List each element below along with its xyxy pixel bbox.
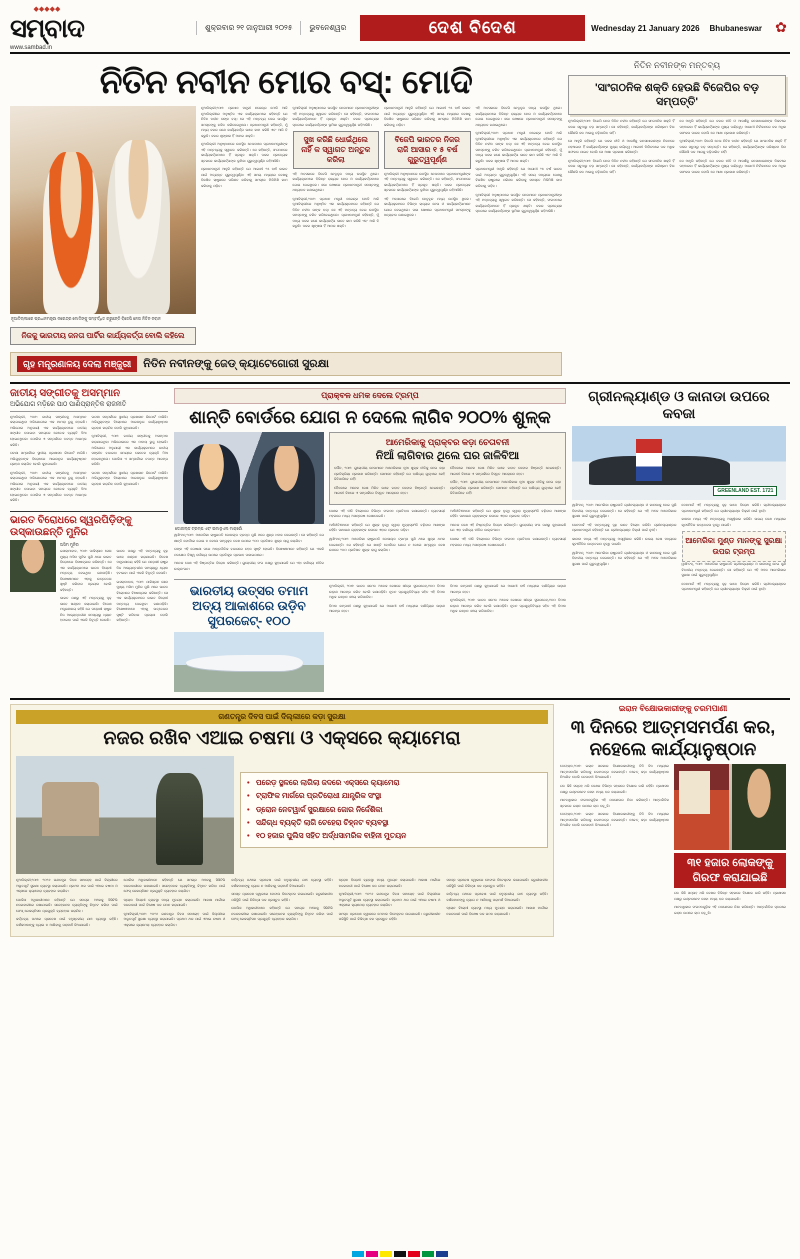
- trump-col1-p3: ଅନେକ ଦେଶ ଏହି ନିଷ୍ପତ୍ତିର ବିରୋଧ କରିଛନ୍ତି। ୟୁରୋପୀୟ ସଂଘ ପକ୍ଷରୁ କୁହାଯାଇଛି ଯେ ଏହା ବାଣିଜ୍ୟ ନୀତିର ଉଲ୍ଲଂଘନ।: [174, 561, 324, 571]
- side-col1-p1: ନୂଆଦିଲ୍ଲୀ,୨୦ା୧: ବିଜେପି ନେତା ନିତିନ ନବୀନ କହିଛନ୍ତି ଯେ ସାଂଗଠନିକ ଶକ୍ତି ହିଁ ଦଳର ସବୁଠାରୁ ବଡ଼ ସମ୍ପତ୍ତି। ସେ କହିଛନ୍ତି, କାର୍ଯ୍ୟକର୍ତ୍ତାଙ୍କ ପରିଶ୍ରମ ବିନା କୌଣସି ଦଳ ଆଗକୁ ବଢ଼ିପାରିବ ନାହିଁ।: [568, 119, 675, 135]
- logo-text: ସମ୍ବାଦ: [10, 12, 84, 43]
- trump-col2-p1: ଦେଶର ଏହି ନୀତି ବିରୋଧରେ ବିଭିନ୍ନ ସଂଗଠନ ପ୍ରତିବାଦ ଜଣାଇଛନ୍ତି। ବ୍ୟବସାୟୀ ମହଲରେ ମଧ୍ୟ ଅସନ୍ତୋଷ ଦେଖାଦେଇଛି।: [329, 508, 445, 519]
- side-kicker: ନିତିନ ନବୀନଙ୍କ ମନ୍ତବ୍ୟ: [633, 60, 721, 70]
- trump-body: [174, 432, 566, 576]
- trump-inset-col1: [334, 466, 445, 500]
- republic-col4-p2: ନୂଆଦିଲ୍ଲୀ,୨୦ା୧: ୨୦୨୬ ଗଣତନ୍ତ୍ର ଦିବସ ସମାରୋହ ପାଇଁ ଦିଲ୍ଲୀରେ ଅଭୂତପୂର୍ବ ସୁରକ୍ଷା ବ୍ୟବସ୍ଥା କରାଯାଇଛି। ପ୍ରଥମ ଥର ପାଇଁ ଏଆଇ ଚଷମା ଓ ଏକ୍ସରେ କ୍ୟାମେରା ବ୍ୟବହାର କରାଯିବ।: [338, 892, 441, 908]
- anthem-col1-p2: ଘଟଣା ସମ୍ପର୍କରେ ସ୍ଥାନୀୟ ପ୍ରଶାସନ ରିପୋର୍ଟ ମାଗିଛି। ଅଭିଯୁକ୍ତଙ୍କ ବିରୋଧରେ ଆଇନାନୁଗ କାର୍ଯ୍ୟାନୁଷ୍ଠାନ ଗ୍ରହଣ କରାଯିବ ବୋଲି କୁହାଯାଇଛି।: [10, 451, 87, 467]
- munir-photo-caption: ଅସିମ ମୁନିର: [60, 541, 79, 547]
- trump-col3-p3: ଦେଶର ଏହି ନୀତି ବିରୋଧରେ ବିଭିନ୍ନ ସଂଗଠନ ପ୍ରତିବାଦ ଜଣାଇଛନ୍ତି। ବ୍ୟବସାୟୀ ମହଲରେ ମଧ୍ୟ ଅସନ୍ତୋଷ ଦେଖାଦେଇଛି।: [450, 537, 566, 547]
- republic-day-security-story: [10, 704, 554, 937]
- lead-inset-1: [10, 327, 196, 345]
- lead-column-2: [293, 106, 380, 347]
- list-item: • ୧୦ ହଜାର ପୁଲିସ ସହିତ ଅର୍ଦ୍ଧସାମରିକ ବାହିନୀ ମୁତୟନ: [247, 830, 541, 841]
- trump-inset-headline: ନିଆଁ ଲାଗିବାର ଥିଲେ ଘର ଜାଳିବିଆ: [375, 449, 520, 462]
- munir-col-2: [117, 549, 169, 627]
- officer-portrait-photo: [10, 540, 56, 592]
- cmyk-registration-marks: [352, 1251, 448, 1257]
- lead-column-4: [476, 106, 563, 347]
- trump-inset-col2-p2: ବର୍ଲିନ, ୨୦ା୧: ୟୁରୋପୀୟ ନେତାମାନେ ଆମେରିକାର ନୂଆ ଶୁଳ୍କ ନୀତିକୁ ନେଇ କଡ଼ା ପ୍ରତିକ୍ରିୟା ପ୍ରକାଶ କରିଛନ୍ତି। ସେମାନେ କହିଛନ୍ତି ଯେ ବାଣିଜ୍ୟ ଯୁଦ୍ଧରେ କେହି ଜିତିପାରିବେ ନାହିଁ।: [450, 480, 561, 496]
- iran-col1-p3: ମାନବାଧିକାର ସଂଗଠନଗୁଡ଼ିକ ଏହି ପଦକ୍ଷେପର ନିନ୍ଦା କରିଛନ୍ତି। ଆନ୍ତର୍ଜାତିକ ସ୍ତରରେ ଇରାନ ଉପରେ ଚାପ ବଢ଼ୁଛି।: [560, 798, 669, 808]
- republic-col1-p1: ନୂଆଦିଲ୍ଲୀ,୨୦ା୧: ୨୦୨୬ ଗଣତନ୍ତ୍ର ଦିବସ ସମାରୋହ ପାଇଁ ଦିଲ୍ଲୀରେ ଅଭୂତପୂର୍ବ ସୁରକ୍ଷା ବ୍ୟବସ୍ଥା କରାଯାଇଛି। ପ୍ରଥମ ଥର ପାଇଁ ଏଆଇ ଚଷମା ଓ ଏକ୍ସରେ କ୍ୟାମେରା ବ୍ୟବହାର କରାଯିବ।: [16, 878, 118, 894]
- anthem-col2-p3: ଘଟଣା ସମ୍ପର୍କରେ ସ୍ଥାନୀୟ ପ୍ରଶାସନ ରିପୋର୍ଟ ମାଗିଛି। ଅଭିଯୁକ୍ତଙ୍କ ବିରୋଧରେ ଆଇନାନୁଗ କାର୍ଯ୍ୟାନୁଷ୍ଠାନ ଗ୍ରହଣ କରାଯିବ ବୋଲି କୁହାଯାଇଛି।: [91, 470, 168, 486]
- lead-photo-caption: ନୂଆଦିଲ୍ଲୀରେ ପ୍ରଧାନମନ୍ତ୍ରୀ ନରେନ୍ଦ୍ର ମୋଦିଙ୍କୁ ସମ୍ବର୍ଦ୍ଧିତ କରୁଛନ୍ତି ବିଜେପି ନେତା ନିତିନ ନବୀନ: [11, 316, 161, 322]
- greenland-col2-p1: ଡେନମାର୍କ ଏହି ମନ୍ତବ୍ୟକୁ ଦୃଢ଼ ଭାବେ ବିରୋଧ କରିଛି। ଗ୍ରୀନଲ୍ୟାଣ୍ଡର ପ୍ରଧାନମନ୍ତ୍ରୀ କହିଛନ୍ତି ଯେ ଗ୍ରୀନଲ୍ୟାଣ୍ଡ ବିକ୍ରୀ ପାଇଁ ନୁହେଁ।: [681, 503, 786, 513]
- lead-col1-p1: ନୂଆଦିଲ୍ଲୀ,୨୦ା୧: ପ୍ରଧାନ ମନ୍ତ୍ରୀ ନରେନ୍ଦ୍ର ମୋଦି ଆଜି ନୂଆଦିଲ୍ଲୀରେ ଅନୁଷ୍ଠିତ ଏକ କାର୍ଯ୍ୟକ୍ରମରେ କହିଛନ୍ତି ଯେ ନିତିନ ନବୀନ ତାଙ୍କ ବସ୍। ସେ ଏହି ମନ୍ତବ୍ୟ ଦେଇ ଉପସ୍ଥିତ ସମସ୍ତଙ୍କୁ ଚକିତ କରିଦେଇଥିଲେ। ପ୍ରଧାନମନ୍ତ୍ରୀ କହିଛନ୍ତି, ମୁଁ ମଧ୍ୟ ଦଳର ଜଣେ କାର୍ଯ୍ୟକର୍ତ୍ତା ଭାବେ କାମ କରିଛି ଏବଂ ଆଜି ବି କରୁଛି। ଦଳର ଶୃଙ୍ଖଳା ହିଁ ଆମର ଶକ୍ତି।: [201, 106, 288, 138]
- iran-col-2: [674, 891, 786, 916]
- logo-subtext: www.sambad.in: [10, 44, 53, 51]
- munir-col2-p1: ଭାରତ ପକ୍ଷରୁ ଏହି ମନ୍ତବ୍ୟକୁ ଦୃଢ଼ ଭାବେ ଖଣ୍ଡନ କରାଯାଇଛି। ବିଦେଶ ମନ୍ତ୍ରଣାଳୟ କହିଛି ଯେ ପଡ଼ୋଶୀ ରାଷ୍ଟ୍ର ନିଜ ଆଭ୍ୟନ୍ତରୀଣ ସମସ୍ୟାରୁ ଧ୍ୟାନ ହଟାଇବା ପାଇଁ ଏଭଳି ବିବୃତ୍ତି ଦେଉଛି।: [116, 549, 168, 576]
- anthem-col-2: [92, 415, 169, 507]
- trump-kicker: ପ୍ରାକ୍ବଳ ଧମକ ଦେଲେ ଟ୍ରମ୍ପ: [174, 388, 566, 404]
- greenland-col2-p2: କାନାଡା ମଧ୍ୟ ଏହି ମନ୍ତବ୍ୟକୁ ଅସ୍ୱୀକାର କରିଛି। ଉଭୟ ଦେଶ ମଧ୍ୟରେ କୂଟନୈତିକ ଉତ୍ତେଜନା ବୃଦ୍ଧି ପାଇଛି।: [681, 517, 786, 527]
- iran-protest-photo: [674, 764, 786, 850]
- masthead-city-odia: ଭୁବନେଶ୍ୱର: [309, 23, 347, 32]
- lead-subbar: [10, 352, 562, 377]
- republic-col2-p1: ପୋଲିସ ଅଧିକାରୀମାନେ କହିଛନ୍ତି ଯେ ସମଗ୍ର ଅଞ୍ଚଳକୁ ସିସିଟିଭି ନଜରଦାରୀରେ ରଖାଯାଇଛି। ସନ୍ଦେହଜନକ ବ୍ୟକ୍ତିଙ୍କୁ ଚିହ୍ନଟ କରିବା ପାଇଁ ଫେସ୍ ରେକଗ୍ନିସନ ପ୍ରଯୁକ୍ତି ବ୍ୟବହାର କରାଯିବ।: [123, 878, 226, 894]
- republic-col5-p1: ସମସ୍ତ ପ୍ରବେଶ ଦ୍ୱାରରେ ମେଟାଲ ଡିଟେକ୍ଟର ଲଗାଯାଇଛି। ଜରୁରୀକାଳୀନ ପରିସ୍ଥିତି ପାଇଁ ଚିକିତ୍ସା ଦଳ ପ୍ରସ୍ତୁତ ରହିଛି।: [446, 878, 548, 888]
- trump-photo-caption: ଡୋନାଲ୍ଡ ଟ୍ରମ୍ପ ଏବଂ ଇମାନୁଏଲ ମାକ୍ରୋଁ: [175, 525, 243, 531]
- lead-col2-p2: ଏହି ଅବସରରେ ବିଜେପି ନେତୃବୃନ୍ଦ ମଧ୍ୟ ଉପସ୍ଥିତ ଥିଲେ। କାର୍ଯ୍ୟକ୍ରମରେ ବିଭିନ୍ନ ରାଜ୍ୟର ନେତା ଓ କାର୍ଯ୍ୟକର୍ତ୍ତାମାନେ ଯୋଗ ଦେଇଥିଲେ। ସଭା ଶେଷରେ ପ୍ରଧାନମନ୍ତ୍ରୀ ସମସ୍ତଙ୍କୁ ଧନ୍ୟବାଦ ଜଣାଇଥିଲେ।: [292, 171, 379, 193]
- lead-col3-p3: ଏହି ଅବସରରେ ବିଜେପି ନେତୃବୃନ୍ଦ ମଧ୍ୟ ଉପସ୍ଥିତ ଥିଲେ। କାର୍ଯ୍ୟକ୍ରମରେ ବିଭିନ୍ନ ରାଜ୍ୟର ନେତା ଓ କାର୍ଯ୍ୟକର୍ତ୍ତାମାନେ ଯୋଗ ଦେଇଥିଲେ। ସଭା ଶେଷରେ ପ୍ରଧାନମନ୍ତ୍ରୀ ସମସ୍ତଙ୍କୁ ଧନ୍ୟବାଦ ଜଣାଇଥିଲେ।: [384, 196, 471, 218]
- trump-inset-kicker: ଆମେରିକାକୁ ପ୍ରାକ୍ବର କଡ଼ା ଚେତାବନୀ: [385, 436, 510, 447]
- greenland-col1-p2: ଡେନମାର୍କ ଏହି ମନ୍ତବ୍ୟକୁ ଦୃଢ଼ ଭାବେ ବିରୋଧ କରିଛି। ଗ୍ରୀନଲ୍ୟାଣ୍ଡର ପ୍ରଧାନମନ୍ତ୍ରୀ କହିଛନ୍ତି ଯେ ଗ୍ରୀନଲ୍ୟାଣ୍ଡ ବିକ୍ରୀ ପାଇଁ ନୁହେଁ।: [572, 522, 677, 533]
- trump-box-block: [329, 432, 566, 576]
- side-col2-p3: ସେ ଆହୁରି କହିଛନ୍ତି ଯେ ଦଳର ନୀତି ଓ ଆଦର୍ଶକୁ ଜନସାଧାରଣଙ୍କ ନିକଟରେ ପହଞ୍ଚାଇବା ହିଁ କାର୍ଯ୍ୟକର୍ତ୍ତାଙ୍କ ମୁଖ୍ୟ ଦାୟିତ୍ୱ। ଆଗାମୀ ନିର୍ବାଚନରେ ଦଳ ଅଧିକ ସଫଳତା ପାଇବ ବୋଲି ସେ ଆଶା ପ୍ରକାଶ କରିଛନ୍ତି।: [679, 158, 786, 174]
- iran-col1-p1: ତେହେରାନ,୨୦ା୧: ଇରାନ ସରକାର ବିକ୍ଷୋଭକାରୀଙ୍କୁ ତିନି ଦିନ ମଧ୍ୟରେ ଆତ୍ମସମର୍ପଣ କରିବାକୁ ଚରମପତ୍ର ଦେଇଛନ୍ତି। ନଚେତ୍ କଡ଼ା କାର୍ଯ୍ୟାନୁଷ୍ଠାନ ନିଆଯିବ ବୋଲି ଚେତାବନୀ ଦିଆଯାଇଛି।: [560, 764, 669, 780]
- republic-col2-p3: ନୂଆଦିଲ୍ଲୀ,୨୦ା୧: ୨୦୨୬ ଗଣତନ୍ତ୍ର ଦିବସ ସମାରୋହ ପାଇଁ ଦିଲ୍ଲୀରେ ଅଭୂତପୂର୍ବ ସୁରକ୍ଷା ବ୍ୟବସ୍ଥା କରାଯାଇଛି। ପ୍ରଥମ ଥର ପାଇଁ ଏଆଇ ଚଷମା ଓ ଏକ୍ସରେ କ୍ୟାମେରା ବ୍ୟବହାର କରାଯିବ।: [123, 911, 226, 927]
- lead-subbar-headline: ନିତିନ ନବୀନଙ୍କୁ ଜେଡ୍ କ୍ୟାଟେଗୋରୀ ସୁରକ୍ଷା: [143, 357, 329, 370]
- trump-inset-box: [329, 432, 566, 505]
- trump-col2-p2: ଅର୍ଥନୀତିଜ୍ଞମାନେ କହିଛନ୍ତି ଯେ ଶୁଳ୍କ ବୃଦ୍ଧି ଦ୍ୱାରା ମୁଦ୍ରାସ୍ଫୀତି ବଢ଼ିବାର ଆଶଙ୍କା ରହିଛି। ସାଧାରଣ ଗ୍ରାହକଙ୍କ ଉପରେ ଏହାର ପ୍ରଭାବ ପଡ଼ିବ।: [329, 522, 445, 533]
- trump-inset-col1-p2: ବୈଠକରେ ଅନେକ ଦେଶ ମିଳିତ ଭାବେ ଜବାବ ଦେବାର ନିଷ୍ପତ୍ତି ନେଇଛନ୍ତି। ଆଗାମୀ ଦିନରେ ଏ ସମ୍ପର୍କରେ ବିସ୍ତୃତ ଆଲୋଚନା ହେବ।: [334, 485, 445, 496]
- anthem-subhead: ଅଭିଯୋଗ ମଡ଼ିରେ ପାଠ ପାଣିପ୍ରାନ୍ତିକ ରାଜନୀତି: [10, 400, 127, 408]
- iran-headline: ୩ ଦିନରେ ଆତ୍ମସମର୍ପଣ କର, ନହେଲେ କାର୍ଯ୍ୟାନୁଷ୍ଠାନ: [570, 717, 776, 759]
- list-item: • ସନ୍ଦିଗ୍ଧ ବ୍ୟକ୍ତି ଲାଗି ଚେହେରା ଚିହ୍ନଟ ବ୍ୟବସ୍ଥା: [247, 817, 541, 828]
- lead-main: [10, 60, 562, 376]
- lead-inset-2: [293, 131, 380, 168]
- section-banner: ଦେଶ ବିଦେଶ: [360, 15, 585, 41]
- trump-inset-col2-p1: ବୈଠକରେ ଅନେକ ଦେଶ ମିଳିତ ଭାବେ ଜବାବ ଦେବାର ନିଷ୍ପତ୍ତି ନେଇଛନ୍ତି। ଆଗାମୀ ଦିନରେ ଏ ସମ୍ପର୍କରେ ବିସ୍ତୃତ ଆଲୋଚନା ହେବ।: [450, 466, 561, 476]
- lead-inset-2-text: ସୁଖ କରିଛି ଧୋଇଁଥିଲେ ନାହିଁଁ କ ସ୍ୱାଗତ ଅନ୍ତୁକ କରିଲା: [301, 135, 371, 164]
- republic-col-2: [124, 878, 226, 931]
- masthead-right: [591, 19, 790, 37]
- superjet-col1-p1: ନୂଆଦିଲ୍ଲୀ, ୨୦ା୧: ଭାରତ ସମେତ ଅନେକ ଦେଶରେ ଶୀଘ୍ର ସୁପରଜେଟ୍-୧୦୦ ବିମାନ ଉଡ଼ାଣ ଆରମ୍ଭ କରିବ ବୋଲି ଜଣାପଡ଼ିଛି। ନୂତନ ପ୍ରଯୁକ୍ତିବିଦ୍ୟା ସହିତ ଏହି ବିମାନ ଅଧିକ ଇନ୍ଧନ ସଞ୍ଚୟ କରିପାରିବ।: [329, 584, 445, 600]
- greenland-col-2: [682, 503, 787, 596]
- lead-col3-p1: ପ୍ରଧାନମନ୍ତ୍ରୀ ଆହୁରି କହିଛନ୍ତି ଯେ ଆଗାମୀ ୨୫ ବର୍ଷ ଭାରତ ପାଇଁ ଅତ୍ୟନ୍ତ ଗୁରୁତ୍ୱପୂର୍ଣ୍ଣ। ଏହି ସମୟ ମଧ୍ୟରେ ଦେଶକୁ ବିକଶିତ ରାଷ୍ଟ୍ରରେ ପରିଣତ କରିବାକୁ ସମସ୍ତେ ମିଳିମିଶି କାମ କରିବାକୁ ପଡ଼ିବ।: [384, 106, 471, 127]
- emblem-icon: ✿: [775, 19, 787, 35]
- iran-right-block: [674, 764, 786, 919]
- greenland-columns: [572, 503, 786, 596]
- munir-col-1: [60, 549, 112, 627]
- republic-headline: ନଜର ରଖିବ ଏଆଇ ଚଷମା ଓ ଏକ୍ସରେ କ୍ୟାମେରା: [103, 728, 461, 750]
- anthem-col2-p1: ଘଟଣା ସମ୍ପର୍କରେ ସ୍ଥାନୀୟ ପ୍ରଶାସନ ରିପୋର୍ଟ ମାଗିଛି। ଅଭିଯୁକ୍ତଙ୍କ ବିରୋଧରେ ଆଇନାନୁଗ କାର୍ଯ୍ୟାନୁଷ୍ଠାନ ଗ୍ରହଣ କରାଯିବ ବୋଲି କୁହାଯାଇଛି।: [91, 414, 168, 430]
- lead-body: [10, 106, 562, 347]
- iran-col-1: [560, 764, 669, 919]
- lead-inset-3: [384, 131, 471, 168]
- side-column-1: [568, 119, 675, 178]
- trump-col3-p2: ଅନେକ ଦେଶ ଏହି ନିଷ୍ପତ୍ତିର ବିରୋଧ କରିଛନ୍ତି। ୟୁରୋପୀୟ ସଂଘ ପକ୍ଷରୁ କୁହାଯାଇଛି ଯେ ଏହା ବାଣିଜ୍ୟ ନୀତିର ଉଲ୍ଲଂଘନ।: [450, 522, 566, 533]
- modi-nitin-photo: [10, 106, 196, 314]
- greenland-badge: GREENLAND EST. 1721: [713, 486, 777, 496]
- masthead-date-odia: ଶୁକ୍ରବାର ୨୧ ଜାନୁଆରୀ ୨୦୨୫: [196, 21, 301, 35]
- lead-inset-3-text: ବିଜେପି ଭାରତର ନିଜର ରାଜି ଆସାର ୧ ୫ ବର୍ଷ ଗୁରୁତ୍ୱପୂର୍ଣ୍ଣ: [394, 135, 460, 164]
- lead-story: [10, 60, 790, 376]
- national-anthem-story: [10, 388, 168, 692]
- greenland-flag-photo: [572, 426, 786, 500]
- republic-col5-p3: ଡ୍ରୋନ ବିରୋଧୀ ବ୍ୟବସ୍ଥା ମଧ୍ୟ ମୁତୟନ କରାଯାଇଛି। ଆକାଶ ମାର୍ଗରେ ନଜରଦାରୀ ପାଇଁ ବିଶେଷ ଦଳ ଗଠନ କରାଯାଇଛି।: [446, 906, 548, 916]
- republic-col3-p3: ପୋଲିସ ଅଧିକାରୀମାନେ କହିଛନ୍ତି ଯେ ସମଗ୍ର ଅଞ୍ଚଳକୁ ସିସିଟିଭି ନଜରଦାରୀରେ ରଖାଯାଇଛି। ସନ୍ଦେହଜନକ ବ୍ୟକ୍ତିଙ୍କୁ ଚିହ୍ନଟ କରିବା ପାଇଁ ଫେସ୍ ରେକଗ୍ନିସନ ପ୍ରଯୁକ୍ତି ବ୍ୟବହାର କରାଯିବ।: [231, 906, 333, 922]
- list-item: • ପରେଡ଼ ସ୍ଥଳରେ ଲାଗିଲା ଜଦରେ ଏକ୍ସରେ କ୍ୟାମେରା: [247, 777, 541, 788]
- list-item: • ଡ୍ରୋନ ନେଟୱାର୍କ ସୁରକ୍ଷାରେ ଜୋର ନିର୍ଦ୍ଦେଶିକା: [247, 804, 541, 815]
- republic-col-4: [339, 878, 441, 931]
- superjet-photo: [174, 632, 324, 692]
- superjet-col-1: [329, 584, 445, 692]
- republic-col5-p2: କର୍ତ୍ତବ୍ୟ ପଥରେ ପ୍ରବେଶ ପାଇଁ ବହୁସ୍ତରୀୟ ଯାଞ୍ଚ ବ୍ୟବସ୍ଥା ରହିଛି। ଦର୍ଶକମାନଙ୍କୁ ବ୍ୟାଗ ନ ଆଣିବାକୁ ପରାମର୍ଶ ଦିଆଯାଇଛି।: [446, 892, 548, 902]
- trump-col-3: [450, 509, 566, 557]
- republic-bullets-block: [240, 756, 548, 874]
- lead-subbar-kicker: ଗୃହ ମନ୍ତ୍ରଣାଳୟ ଦେଲା ମଞ୍ଜୁରୀ: [17, 356, 137, 373]
- trump-col2-p3: ୱାଶିଂଟନ୍,୨୦ା୧: ଆମେରିକା ରାଷ୍ଟ୍ରପତି ଡୋନାଲ୍ଡ ଟ୍ରମ୍ପ ପୁଣି ଥରେ ଶୁଳ୍କ ଧମକ ଦେଇଛନ୍ତି। ସେ କହିଛନ୍ତି ଯେ ଶାନ୍ତି ବୋର୍ଡରେ ଯୋଗ ନ ଦେଲେ ସମ୍ପୃକ୍ତ ଦେଶ ଉପରେ ୨୦୦ ପ୍ରତିଶତ ଶୁଳ୍କ ଲାଗୁ କରାଯିବ।: [329, 537, 445, 553]
- trump-col-1: [174, 533, 324, 572]
- trump-inset-col1-p1: ବର୍ଲିନ, ୨୦ା୧: ୟୁରୋପୀୟ ନେତାମାନେ ଆମେରିକାର ନୂଆ ଶୁଳ୍କ ନୀତିକୁ ନେଇ କଡ଼ା ପ୍ରତିକ୍ରିୟା ପ୍ରକାଶ କରିଛନ୍ତି। ସେମାନେ କହିଛନ୍ତି ଯେ ବାଣିଜ୍ୟ ଯୁଦ୍ଧରେ କେହି ଜିତିପାରିବେ ନାହିଁ।: [334, 466, 445, 482]
- trump-headline: ଶାନ୍ତି ବୋର୍ଡରେ ଯୋଗ ନ ଦେଲେ ଲାଗିବ ୨୦୦% ଶୁଳ୍କ: [189, 407, 551, 428]
- band-two: [10, 382, 790, 692]
- republic-kicker: ଗଣତନ୍ତ୍ର ଦିବସ ପାଇଁ ଦିଲ୍ଲୀରେ କଡ଼ା ସୁରକ୍ଷା: [16, 710, 548, 724]
- anthem-col-1: [10, 415, 87, 507]
- munir-col2-p2: ଇସଲାମାବାଦ, ୨୦ା୧: ପାକିସ୍ତାନ ସେନା ମୁଖ୍ୟ ଅସିମ ମୁନିର ପୁଣି ଥରେ ଭାରତ ବିରୋଧରେ ବିଷୋଦ୍ଗାର କରିଛନ୍ତି। ସେ ଏକ କାର୍ଯ୍ୟକ୍ରମରେ ଭାରତ ବିରୋଧୀ ମନ୍ତବ୍ୟ ଦେଇଥିବା ଜଣାପଡ଼ିଛି। ବିଶେଷଜ୍ଞମାନେ ଏହାକୁ ଉତ୍ତେଜନା ସୃଷ୍ଟି କରିବାର ପ୍ରୟାସ ବୋଲି କହିଛନ୍ତି।: [116, 579, 168, 623]
- iran-red-subhead: ୩୧ ହଜାର ଲୋକଙ୍କୁ ଗିରଫ କରାଯାଇଛି: [674, 853, 786, 888]
- side-col1-p2: ସେ ଆହୁରି କହିଛନ୍ତି ଯେ ଦଳର ନୀତି ଓ ଆଦର୍ଶକୁ ଜନସାଧାରଣଙ୍କ ନିକଟରେ ପହଞ୍ଚାଇବା ହିଁ କାର୍ଯ୍ୟକର୍ତ୍ତାଙ୍କ ମୁଖ୍ୟ ଦାୟିତ୍ୱ। ଆଗାମୀ ନିର୍ବାଚନରେ ଦଳ ଅଧିକ ସଫଳତା ପାଇବ ବୋଲି ସେ ଆଶା ପ୍ରକାଶ କରିଛନ୍ତି।: [568, 139, 675, 155]
- superjet-columns: [329, 584, 566, 692]
- republic-col-1: [16, 878, 118, 931]
- lead-side-story: [568, 60, 786, 376]
- republic-col2-p2: ଡ୍ରୋନ ବିରୋଧୀ ବ୍ୟବସ୍ଥା ମଧ୍ୟ ମୁତୟନ କରାଯାଇଛି। ଆକାଶ ମାର୍ଗରେ ନଜରଦାରୀ ପାଇଁ ବିଶେଷ ଦଳ ଗଠନ କରାଯାଇଛି।: [123, 897, 226, 908]
- republic-col-3: [231, 878, 333, 931]
- iran-body: [560, 764, 786, 919]
- side-col1-p3: ନୂଆଦିଲ୍ଲୀ,୨୦ା୧: ବିଜେପି ନେତା ନିତିନ ନବୀନ କହିଛନ୍ତି ଯେ ସାଂଗଠନିକ ଶକ୍ତି ହିଁ ଦଳର ସବୁଠାରୁ ବଡ଼ ସମ୍ପତ୍ତି। ସେ କହିଛନ୍ତି, କାର୍ଯ୍ୟକର୍ତ୍ତାଙ୍କ ପରିଶ୍ରମ ବିନା କୌଣସି ଦଳ ଆଗକୁ ବଢ଼ିପାରିବ ନାହିଁ।: [568, 158, 675, 174]
- superjet-col-2: [450, 584, 566, 692]
- iran-ultimatum-story: [560, 704, 786, 937]
- anthem-columns: [10, 415, 168, 507]
- munir-col1-p1: ଇସଲାମାବାଦ, ୨୦ା୧: ପାକିସ୍ତାନ ସେନା ମୁଖ୍ୟ ଅସିମ ମୁନିର ପୁଣି ଥରେ ଭାରତ ବିରୋଧରେ ବିଷୋଦ୍ଗାର କରିଛନ୍ତି। ସେ ଏକ କାର୍ଯ୍ୟକ୍ରମରେ ଭାରତ ବିରୋଧୀ ମନ୍ତବ୍ୟ ଦେଇଥିବା ଜଣାପଡ଼ିଛି। ବିଶେଷଜ୍ଞମାନେ ଏହାକୁ ଉତ୍ତେଜନା ସୃଷ୍ଟି କରିବାର ପ୍ରୟାସ ବୋଲି କହିଛନ୍ତି।: [60, 549, 112, 592]
- republic-col4-p1: ଡ୍ରୋନ ବିରୋଧୀ ବ୍ୟବସ୍ଥା ମଧ୍ୟ ମୁତୟନ କରାଯାଇଛି। ଆକାଶ ମାର୍ଗରେ ନଜରଦାରୀ ପାଇଁ ବିଶେଷ ଦଳ ଗଠନ କରାଯାଇଛି।: [338, 878, 441, 888]
- superjet-col2-p2: ନୂଆଦିଲ୍ଲୀ, ୨୦ା୧: ଭାରତ ସମେତ ଅନେକ ଦେଶରେ ଶୀଘ୍ର ସୁପରଜେଟ୍-୧୦୦ ବିମାନ ଉଡ଼ାଣ ଆରମ୍ଭ କରିବ ବୋଲି ଜଣାପଡ଼ିଛି। ନୂତନ ପ୍ରଯୁକ୍ତିବିଦ୍ୟା ସହିତ ଏହି ବିମାନ ଅଧିକ ଇନ୍ଧନ ସଞ୍ଚୟ କରିପାରିବ।: [450, 598, 566, 614]
- newspaper-logo[interactable]: [10, 6, 190, 51]
- anthem-col1-p3: ନୂଆଦିଲ୍ଲୀ, ୨୦ା୧: ଜାତୀୟ ସଙ୍ଗୀତକୁ ଅସମ୍ମାନ କରାଯାଇଥିବା ଅଭିଯୋଗରେ ଏକ ମାମଲା ରୁଜୁ ହୋଇଛି। ଅଭିଯୋଗ ଅନୁଯାୟୀ ଏକ କାର୍ଯ୍ୟକ୍ରମରେ ଜାତୀୟ ସଙ୍ଗୀତ ବଜାଇବା ସମୟରେ କେତେକ ବ୍ୟକ୍ତି ଠିଆ ହୋଇନଥିଲେ। ପୋଲିସ ଏ ସମ୍ପର୍କରେ ତଦନ୍ତ ଆରମ୍ଭ କରିଛି।: [10, 470, 87, 503]
- republic-col4-p3: ସମସ୍ତ ପ୍ରବେଶ ଦ୍ୱାରରେ ମେଟାଲ ଡିଟେକ୍ଟର ଲଗାଯାଇଛି। ଜରୁରୀକାଳୀନ ପରିସ୍ଥିତି ପାଇଁ ଚିକିତ୍ସା ଦଳ ପ୍ରସ୍ତୁତ ରହିଛି।: [338, 911, 441, 922]
- republic-columns: [16, 878, 548, 931]
- masthead-city-english: Bhubaneswar: [709, 23, 762, 33]
- greenland-col2-p4: ଡେନମାର୍କ ଏହି ମନ୍ତବ୍ୟକୁ ଦୃଢ଼ ଭାବେ ବିରୋଧ କରିଛି। ଗ୍ରୀନଲ୍ୟାଣ୍ଡର ପ୍ରଧାନମନ୍ତ୍ରୀ କହିଛନ୍ତି ଯେ ଗ୍ରୀନଲ୍ୟାଣ୍ଡ ବିକ୍ରୀ ପାଇଁ ନୁହେଁ।: [681, 581, 786, 592]
- greenland-col1-p4: ୱାଶିଂଟନ୍, ୨୦ା୧: ଆମେରିକା ରାଷ୍ଟ୍ରପତି ଗ୍ରୀନଲ୍ୟାଣ୍ଡ ଓ କାନାଡାକୁ ନେଇ ପୁଣି ବିବାଦୀୟ ମନ୍ତବ୍ୟ ଦେଇଛନ୍ତି। ସେ କହିଛନ୍ତି ଯେ ଏହି ଅଞ୍ଚଳ ଆମେରିକାର ସୁରକ୍ଷା ପାଇଁ ଗୁରୁତ୍ୱପୂର୍ଣ୍ଣ।: [572, 550, 677, 566]
- lead-col4-p3: ପ୍ରଧାନମନ୍ତ୍ରୀ ଆହୁରି କହିଛନ୍ତି ଯେ ଆଗାମୀ ୨୫ ବର୍ଷ ଭାରତ ପାଇଁ ଅତ୍ୟନ୍ତ ଗୁରୁତ୍ୱପୂର୍ଣ୍ଣ। ଏହି ସମୟ ମଧ୍ୟରେ ଦେଶକୁ ବିକଶିତ ରାଷ୍ଟ୍ରରେ ପରିଣତ କରିବାକୁ ସମସ୍ତେ ମିଳିମିଶି କାମ କରିବାକୁ ପଡ଼ିବ।: [475, 167, 562, 188]
- anthem-col1-p1: ନୂଆଦିଲ୍ଲୀ, ୨୦ା୧: ଜାତୀୟ ସଙ୍ଗୀତକୁ ଅସମ୍ମାନ କରାଯାଇଥିବା ଅଭିଯୋଗରେ ଏକ ମାମଲା ରୁଜୁ ହୋଇଛି। ଅଭିଯୋଗ ଅନୁଯାୟୀ ଏକ କାର୍ଯ୍ୟକ୍ରମରେ ଜାତୀୟ ସଙ୍ଗୀତ ବଜାଇବା ସମୟରେ କେତେକ ବ୍ୟକ୍ତି ଠିଆ ହୋଇନଥିଲେ। ପୋଲିସ ଏ ସମ୍ପର୍କରେ ତଦନ୍ତ ଆରମ୍ଭ କରିଛି।: [10, 414, 87, 447]
- side-col2-p1: ସେ ଆହୁରି କହିଛନ୍ତି ଯେ ଦଳର ନୀତି ଓ ଆଦର୍ଶକୁ ଜନସାଧାରଣଙ୍କ ନିକଟରେ ପହଞ୍ଚାଇବା ହିଁ କାର୍ଯ୍ୟକର୍ତ୍ତାଙ୍କ ମୁଖ୍ୟ ଦାୟିତ୍ୱ। ଆଗାମୀ ନିର୍ବାଚନରେ ଦଳ ଅଧିକ ସଫଳତା ପାଇବ ବୋଲି ସେ ଆଶା ପ୍ରକାଶ କରିଛନ୍ତି।: [679, 119, 786, 135]
- side-col2-p2: ନୂଆଦିଲ୍ଲୀ,୨୦ା୧: ବିଜେପି ନେତା ନିତିନ ନବୀନ କହିଛନ୍ତି ଯେ ସାଂଗଠନିକ ଶକ୍ତି ହିଁ ଦଳର ସବୁଠାରୁ ବଡ଼ ସମ୍ପତ୍ତି। ସେ କହିଛନ୍ତି, କାର୍ଯ୍ୟକର୍ତ୍ତାଙ୍କ ପରିଶ୍ରମ ବିନା କୌଣସି ଦଳ ଆଗକୁ ବଢ଼ିପାରିବ ନାହିଁ।: [679, 139, 786, 155]
- lead-inset-1-text: ନିଜକୁ ଭାରତୀୟ ଜନତା ପାର୍ଟିର କାର୍ଯ୍ୟକର୍ତ୍ତା ବୋଲି କହିଲେ: [21, 330, 185, 340]
- iran-kicker: ଇରାନ ବିକ୍ଷୋଭକାରୀଙ୍କୁ ଚରମପାଣୀ: [618, 704, 728, 714]
- greenland-ad-strip: ଆମେରିକା ମୁଣ୍ଡ ମାନଙ୍କୁ ସୁରକ୍ଷା ଉପର ଟ୍ରମ୍ପ: [682, 531, 787, 562]
- lead-column-1: [201, 106, 288, 347]
- lead-col4-p4: ନୂଆଦିଲ୍ଲୀ ଅନୁଷ୍ଠାନରେ ଉପସ୍ଥିତ ନେତାମାନେ ପ୍ରଧାନମନ୍ତ୍ରୀଙ୍କ ଏହି ମନ୍ତବ୍ୟକୁ ସ୍ୱାଗତ କରିଛନ୍ତି। ସେ କହିଛନ୍ତି, ସଂଗଠନରେ କାର୍ଯ୍ୟକର୍ତ୍ତାମାନେ ହିଁ ପ୍ରକୃତ ଶକ୍ତି। ଦଳର ପ୍ରତ୍ୟେକ ସ୍ତରରେ କାର୍ଯ୍ୟକର୍ତ୍ତାଙ୍କ ଭୂମିକା ଗୁରୁତ୍ୱପୂର୍ଣ୍ଣ ରହିଆସିଛି।: [475, 192, 562, 214]
- republic-col1-p2: ପୋଲିସ ଅଧିକାରୀମାନେ କହିଛନ୍ତି ଯେ ସମଗ୍ର ଅଞ୍ଚଳକୁ ସିସିଟିଭି ନଜରଦାରୀରେ ରଖାଯାଇଛି। ସନ୍ଦେହଜନକ ବ୍ୟକ୍ତିଙ୍କୁ ଚିହ୍ନଟ କରିବା ପାଇଁ ଫେସ୍ ରେକଗ୍ନିସନ ପ୍ରଯୁକ୍ତି ବ୍ୟବହାର କରାଯିବ।: [16, 897, 118, 913]
- superjet-story: [174, 584, 566, 692]
- anthem-headline: ଜାତୀୟ ସଙ୍ଗୀତକୁ ଅସମ୍ମାନ: [10, 388, 121, 400]
- superjet-headline: ଭାରତୀୟ ଉତ୍ସର ତମାମ ଅତ୍ୟ ଆକାଶରେ ଉଡ଼ିବ ସୁପରଜେଟ୍- ୧୦୦: [189, 584, 309, 629]
- republic-photo-block: [16, 756, 234, 874]
- lead-headline: ନିତିନ ନବୀନ ମୋର ବସ୍: ମୋଦି: [99, 63, 473, 100]
- superjet-left: [174, 584, 324, 692]
- lead-photo-block: [10, 106, 196, 347]
- lead-col1-p3: ପ୍ରଧାନମନ୍ତ୍ରୀ ଆହୁରି କହିଛନ୍ତି ଯେ ଆଗାମୀ ୨୫ ବର୍ଷ ଭାରତ ପାଇଁ ଅତ୍ୟନ୍ତ ଗୁରୁତ୍ୱପୂର୍ଣ୍ଣ। ଏହି ସମୟ ମଧ୍ୟରେ ଦେଶକୁ ବିକଶିତ ରାଷ୍ଟ୍ରରେ ପରିଣତ କରିବାକୁ ସମସ୍ତେ ମିଳିମିଶି କାମ କରିବାକୁ ପଡ଼ିବ।: [201, 167, 288, 188]
- superjet-col2-p1: ବିମାନ କମ୍ପାନୀ ପକ୍ଷରୁ କୁହାଯାଇଛି ଯେ ଆଗାମୀ ବର୍ଷ ମଧ୍ୟରେ ବାଣିଜ୍ୟିକ ଉଡ଼ାଣ ଆରମ୍ଭ ହେବ।: [450, 584, 566, 594]
- greenland-story: [572, 388, 786, 692]
- trump-col-2: [329, 509, 445, 557]
- masthead-date-english: Wednesday 21 January 2026: [591, 23, 700, 33]
- india-gate-security-photo: [16, 756, 234, 874]
- trump-col3-p1: ଅର୍ଥନୀତିଜ୍ଞମାନେ କହିଛନ୍ତି ଯେ ଶୁଳ୍କ ବୃଦ୍ଧି ଦ୍ୱାରା ମୁଦ୍ରାସ୍ଫୀତି ବଢ଼ିବାର ଆଶଙ୍କା ରହିଛି। ସାଧାରଣ ଗ୍ରାହକଙ୍କ ଉପରେ ଏହାର ପ୍ରଭାବ ପଡ଼ିବ।: [450, 508, 566, 519]
- greenland-col-1: [572, 503, 677, 596]
- iran-col1-p2: ଗତ କିଛି ସପ୍ତାହ ଧରି ଦେଶର ବିଭିନ୍ନ ସହରରେ ବିକ୍ଷୋଭ ଜାରି ରହିଛି। ପ୍ରଶାସନ ପକ୍ଷରୁ ଇଣ୍ଟରନେଟ ସେବା ମଧ୍ୟ ବନ୍ଦ କରାଯାଇଛି।: [560, 783, 669, 794]
- lead-column-3: [384, 106, 471, 347]
- trump-col1-p2: ତାଙ୍କ ଏହି ଘୋଷଣା ପରେ ଆନ୍ତର୍ଜାତିକ ବଜାରରେ ଚହଳ ସୃଷ୍ଟି ହୋଇଛି। ବିଶେଷଜ୍ଞମାନେ କହିଛନ୍ତି ଯେ ଏଭଳି ପଦକ୍ଷେପ ବିଶ୍ୱ ବାଣିଜ୍ୟ ଉପରେ ପ୍ରତିକୂଳ ପ୍ରଭାବ ପକାଇପାରେ।: [174, 547, 324, 557]
- side-columns: [568, 119, 786, 178]
- lead-col1-p2: ନୂଆଦିଲ୍ଲୀ ଅନୁଷ୍ଠାନରେ ଉପସ୍ଥିତ ନେତାମାନେ ପ୍ରଧାନମନ୍ତ୍ରୀଙ୍କ ଏହି ମନ୍ତବ୍ୟକୁ ସ୍ୱାଗତ କରିଛନ୍ତି। ସେ କହିଛନ୍ତି, ସଂଗଠନରେ କାର୍ଯ୍ୟକର୍ତ୍ତାମାନେ ହିଁ ପ୍ରକୃତ ଶକ୍ତି। ଦଳର ପ୍ରତ୍ୟେକ ସ୍ତରରେ କାର୍ଯ୍ୟକର୍ତ୍ତାଙ୍କ ଭୂମିକା ଗୁରୁତ୍ୱପୂର୍ଣ୍ଣ ରହିଆସିଛି।: [201, 142, 288, 163]
- lead-col3-p2: ନୂଆଦିଲ୍ଲୀ ଅନୁଷ୍ଠାନରେ ଉପସ୍ଥିତ ନେତାମାନେ ପ୍ରଧାନମନ୍ତ୍ରୀଙ୍କ ଏହି ମନ୍ତବ୍ୟକୁ ସ୍ୱାଗତ କରିଛନ୍ତି। ସେ କହିଛନ୍ତି, ସଂଗଠନରେ କାର୍ଯ୍ୟକର୍ତ୍ତାମାନେ ହିଁ ପ୍ରକୃତ ଶକ୍ତି। ଦଳର ପ୍ରତ୍ୟେକ ସ୍ତରରେ କାର୍ଯ୍ୟକର୍ତ୍ତାଙ୍କ ଭୂମିକା ଗୁରୁତ୍ୱପୂର୍ଣ୍ଣ ରହିଆସିଛି।: [384, 171, 471, 193]
- lead-col2-p3: ନୂଆଦିଲ୍ଲୀ,୨୦ା୧: ପ୍ରଧାନ ମନ୍ତ୍ରୀ ନରେନ୍ଦ୍ର ମୋଦି ଆଜି ନୂଆଦିଲ୍ଲୀରେ ଅନୁଷ୍ଠିତ ଏକ କାର୍ଯ୍ୟକ୍ରମରେ କହିଛନ୍ତି ଯେ ନିତିନ ନବୀନ ତାଙ୍କ ବସ୍। ସେ ଏହି ମନ୍ତବ୍ୟ ଦେଇ ଉପସ୍ଥିତ ସମସ୍ତଙ୍କୁ ଚକିତ କରିଦେଇଥିଲେ। ପ୍ରଧାନମନ୍ତ୍ରୀ କହିଛନ୍ତି, ମୁଁ ମଧ୍ୟ ଦଳର ଜଣେ କାର୍ଯ୍ୟକର୍ତ୍ତା ଭାବେ କାମ କରିଛି ଏବଂ ଆଜି ବି କରୁଛି। ଦଳର ଶୃଙ୍ଖଳା ହିଁ ଆମର ଶକ୍ତି।: [292, 196, 379, 229]
- iran-col1-p4: ତେହେରାନ,୨୦ା୧: ଇରାନ ସରକାର ବିକ୍ଷୋଭକାରୀଙ୍କୁ ତିନି ଦିନ ମଧ୍ୟରେ ଆତ୍ମସମର୍ପଣ କରିବାକୁ ଚରମପତ୍ର ଦେଇଛନ୍ତି। ନଚେତ୍ କଡ଼ା କାର୍ଯ୍ୟାନୁଷ୍ଠାନ ନିଆଯିବ ବୋଲି ଚେତାବନୀ ଦିଆଯାଇଛି।: [560, 812, 669, 828]
- trump-inset-col2: [450, 466, 561, 500]
- lead-col4-p1: ଏହି ଅବସରରେ ବିଜେପି ନେତୃବୃନ୍ଦ ମଧ୍ୟ ଉପସ୍ଥିତ ଥିଲେ। କାର୍ଯ୍ୟକ୍ରମରେ ବିଭିନ୍ନ ରାଜ୍ୟର ନେତା ଓ କାର୍ଯ୍ୟକର୍ତ୍ତାମାନେ ଯୋଗ ଦେଇଥିଲେ। ସଭା ଶେଷରେ ପ୍ରଧାନମନ୍ତ୍ରୀ ସମସ୍ତଙ୍କୁ ଧନ୍ୟବାଦ ଜଣାଇଥିଲେ।: [475, 106, 562, 127]
- republic-bullet-list: [240, 772, 548, 848]
- greenland-headline: ଗ୍ରୀନଲ୍ୟାଣ୍ଡ ଓ କାନାଡା ଉପରେ କବଜା: [588, 388, 770, 422]
- munir-headline: ଭାରତ ବିରୋଧରେ ସ୍ୱରପିଡ଼ିଙ୍କୁ ଉସ୍କାଉଛନ୍ତି ମୁନିର: [10, 514, 132, 539]
- lead-col4-p2: ନୂଆଦିଲ୍ଲୀ,୨୦ା୧: ପ୍ରଧାନ ମନ୍ତ୍ରୀ ନରେନ୍ଦ୍ର ମୋଦି ଆଜି ନୂଆଦିଲ୍ଲୀରେ ଅନୁଷ୍ଠିତ ଏକ କାର୍ଯ୍ୟକ୍ରମରେ କହିଛନ୍ତି ଯେ ନିତିନ ନବୀନ ତାଙ୍କ ବସ୍। ସେ ଏହି ମନ୍ତବ୍ୟ ଦେଇ ଉପସ୍ଥିତ ସମସ୍ତଙ୍କୁ ଚକିତ କରିଦେଇଥିଲେ। ପ୍ରଧାନମନ୍ତ୍ରୀ କହିଛନ୍ତି, ମୁଁ ମଧ୍ୟ ଦଳର ଜଣେ କାର୍ଯ୍ୟକର୍ତ୍ତା ଭାବେ କାମ କରିଛି ଏବଂ ଆଜି ବି କରୁଛି। ଦଳର ଶୃଙ୍ଖଳା ହିଁ ଆମର ଶକ୍ତି।: [475, 131, 562, 163]
- masthead: [10, 5, 790, 54]
- republic-col3-p2: ସମସ୍ତ ପ୍ରବେଶ ଦ୍ୱାରରେ ମେଟାଲ ଡିଟେକ୍ଟର ଲଗାଯାଇଛି। ଜରୁରୀକାଳୀନ ପରିସ୍ଥିତି ପାଇଁ ଚିକିତ୍ସା ଦଳ ପ୍ରସ୍ତୁତ ରହିଛି।: [231, 892, 333, 902]
- republic-body: [16, 756, 548, 874]
- logo-ornament-icon: ◆◆◆◆◆: [33, 5, 61, 13]
- lead-columns: [201, 106, 562, 347]
- republic-col-5: [446, 878, 548, 931]
- munir-columns: [60, 549, 168, 627]
- side-quote-text: 'ସାଂଗଠନିକ ଶକ୍ତି ହେଉଛି ବିଜେପିର ବଡ଼ ସମ୍ପତ୍ତି': [595, 81, 759, 109]
- superjet-col1-p2: ବିମାନ କମ୍ପାନୀ ପକ୍ଷରୁ କୁହାଯାଇଛି ଯେ ଆଗାମୀ ବର୍ଷ ମଧ୍ୟରେ ବାଣିଜ୍ୟିକ ଉଡ଼ାଣ ଆରମ୍ଭ ହେବ।: [329, 603, 445, 614]
- side-quote-box: [568, 75, 786, 116]
- side-column-2: [680, 119, 787, 178]
- trump-tariff-story: [174, 388, 566, 692]
- lead-col2-p1: ନୂଆଦିଲ୍ଲୀ ଅନୁଷ୍ଠାନରେ ଉପସ୍ଥିତ ନେତାମାନେ ପ୍ରଧାନମନ୍ତ୍ରୀଙ୍କ ଏହି ମନ୍ତବ୍ୟକୁ ସ୍ୱାଗତ କରିଛନ୍ତି। ସେ କହିଛନ୍ତି, ସଂଗଠନରେ କାର୍ଯ୍ୟକର୍ତ୍ତାମାନେ ହିଁ ପ୍ରକୃତ ଶକ୍ତି। ଦଳର ପ୍ରତ୍ୟେକ ସ୍ତରରେ କାର୍ଯ୍ୟକର୍ତ୍ତାଙ୍କ ଭୂମିକା ଗୁରୁତ୍ୱପୂର୍ଣ୍ଣ ରହିଆସିଛି।: [292, 106, 379, 127]
- iran-col2-p1: ଗତ କିଛି ସପ୍ତାହ ଧରି ଦେଶର ବିଭିନ୍ନ ସହରରେ ବିକ୍ଷୋଭ ଜାରି ରହିଛି। ପ୍ରଶାସନ ପକ୍ଷରୁ ଇଣ୍ଟରନେଟ ସେବା ମଧ୍ୟ ବନ୍ଦ କରାଯାଇଛି।: [674, 891, 786, 901]
- list-item: • ଟ୍ରାଫିକ ମାର୍ଗରେ ପ୍ରତିରୋଧୀ ଯାନ୍ତ୍ରିକ ସଂସ୍ଥା: [247, 790, 541, 801]
- greenland-col1-p1: ୱାଶିଂଟନ୍, ୨୦ା୧: ଆମେରିକା ରାଷ୍ଟ୍ରପତି ଗ୍ରୀନଲ୍ୟାଣ୍ଡ ଓ କାନାଡାକୁ ନେଇ ପୁଣି ବିବାଦୀୟ ମନ୍ତବ୍ୟ ଦେଇଛନ୍ତି। ସେ କହିଛନ୍ତି ଯେ ଏହି ଅଞ୍ଚଳ ଆମେରିକାର ସୁରକ୍ଷା ପାଇଁ ଗୁରୁତ୍ୱପୂର୍ଣ୍ଣ।: [572, 503, 677, 519]
- trump-photo-block: [174, 432, 324, 576]
- trump-macron-photo: [174, 432, 324, 524]
- republic-col1-p3: କର୍ତ୍ତବ୍ୟ ପଥରେ ପ୍ରବେଶ ପାଇଁ ବହୁସ୍ତରୀୟ ଯାଞ୍ଚ ବ୍ୟବସ୍ଥା ରହିଛି। ଦର୍ଶକମାନଙ୍କୁ ବ୍ୟାଗ ନ ଆଣିବାକୁ ପରାମର୍ଶ ଦିଆଯାଇଛି।: [16, 917, 118, 927]
- trump-col1-p1: ୱାଶିଂଟନ୍,୨୦ା୧: ଆମେରିକା ରାଷ୍ଟ୍ରପତି ଡୋନାଲ୍ଡ ଟ୍ରମ୍ପ ପୁଣି ଥରେ ଶୁଳ୍କ ଧମକ ଦେଇଛନ୍ତି। ସେ କହିଛନ୍ତି ଯେ ଶାନ୍ତି ବୋର୍ଡରେ ଯୋଗ ନ ଦେଲେ ସମ୍ପୃକ୍ତ ଦେଶ ଉପରେ ୨୦୦ ପ୍ରତିଶତ ଶୁଳ୍କ ଲାଗୁ କରାଯିବ।: [174, 533, 324, 543]
- band-three: [10, 698, 790, 937]
- greenland-col2-p3: ୱାଶିଂଟନ୍, ୨୦ା୧: ଆମେରିକା ରାଷ୍ଟ୍ରପତି ଗ୍ରୀନଲ୍ୟାଣ୍ଡ ଓ କାନାଡାକୁ ନେଇ ପୁଣି ବିବାଦୀୟ ମନ୍ତବ୍ୟ ଦେଇଛନ୍ତି। ସେ କହିଛନ୍ତି ଯେ ଏହି ଅଞ୍ଚଳ ଆମେରିକାର ସୁରକ୍ଷା ପାଇଁ ଗୁରୁତ୍ୱପୂର୍ଣ୍ଣ।: [681, 562, 786, 578]
- anthem-col2-p2: ନୂଆଦିଲ୍ଲୀ, ୨୦ା୧: ଜାତୀୟ ସଙ୍ଗୀତକୁ ଅସମ୍ମାନ କରାଯାଇଥିବା ଅଭିଯୋଗରେ ଏକ ମାମଲା ରୁଜୁ ହୋଇଛି। ଅଭିଯୋଗ ଅନୁଯାୟୀ ଏକ କାର୍ଯ୍ୟକ୍ରମରେ ଜାତୀୟ ସଙ୍ଗୀତ ବଜାଇବା ସମୟରେ କେତେକ ବ୍ୟକ୍ତି ଠିଆ ହୋଇନଥିଲେ। ପୋଲିସ ଏ ସମ୍ପର୍କରେ ତଦନ୍ତ ଆରମ୍ଭ କରିଛି।: [91, 434, 168, 467]
- munir-col1-p2: ଭାରତ ପକ୍ଷରୁ ଏହି ମନ୍ତବ୍ୟକୁ ଦୃଢ଼ ଭାବେ ଖଣ୍ଡନ କରାଯାଇଛି। ବିଦେଶ ମନ୍ତ୍ରଣାଳୟ କହିଛି ଯେ ପଡ଼ୋଶୀ ରାଷ୍ଟ୍ର ନିଜ ଆଭ୍ୟନ୍ତରୀଣ ସମସ୍ୟାରୁ ଧ୍ୟାନ ହଟାଇବା ପାଇଁ ଏଭଳି ବିବୃତ୍ତି ଦେଉଛି।: [60, 596, 112, 623]
- greenland-col1-p3: କାନାଡା ମଧ୍ୟ ଏହି ମନ୍ତବ୍ୟକୁ ଅସ୍ୱୀକାର କରିଛି। ଉଭୟ ଦେଶ ମଧ୍ୟରେ କୂଟନୈତିକ ଉତ୍ତେଜନା ବୃଦ୍ଧି ପାଇଛି।: [572, 536, 677, 547]
- iran-col2-p2: ମାନବାଧିକାର ସଂଗଠନଗୁଡ଼ିକ ଏହି ପଦକ୍ଷେପର ନିନ୍ଦା କରିଛନ୍ତି। ଆନ୍ତର୍ଜାତିକ ସ୍ତରରେ ଇରାନ ଉପରେ ଚାପ ବଢ଼ୁଛି।: [674, 905, 786, 915]
- republic-col3-p1: କର୍ତ୍ତବ୍ୟ ପଥରେ ପ୍ରବେଶ ପାଇଁ ବହୁସ୍ତରୀୟ ଯାଞ୍ଚ ବ୍ୟବସ୍ଥା ରହିଛି। ଦର୍ଶକମାନଙ୍କୁ ବ୍ୟାଗ ନ ଆଣିବାକୁ ପରାମର୍ଶ ଦିଆଯାଇଛି।: [231, 878, 333, 888]
